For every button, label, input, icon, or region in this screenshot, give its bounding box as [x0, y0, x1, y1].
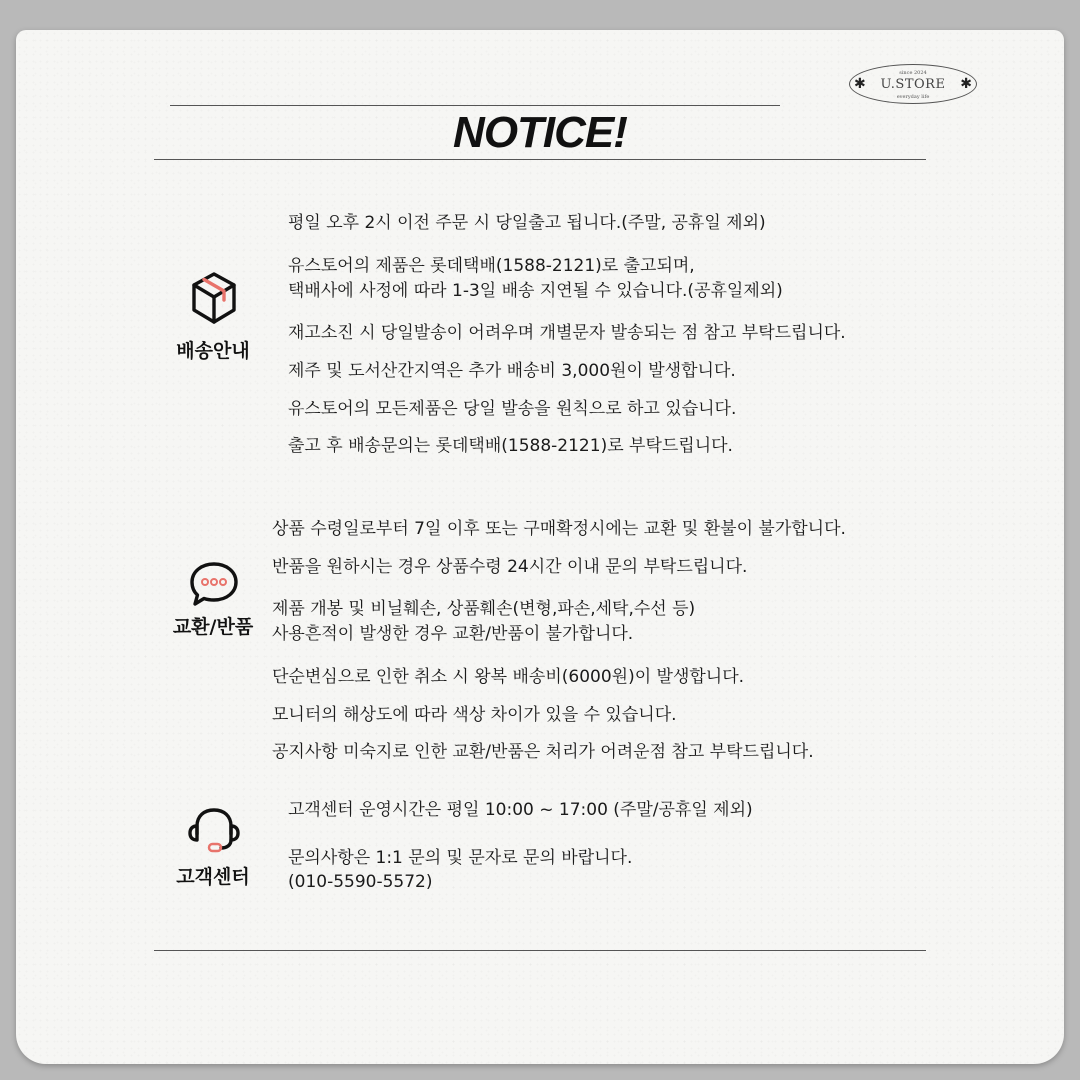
exchange-line-1: 상품 수령일로부터 7일 이후 또는 구매확정시에는 교환 및 환불이 불가합니다. [272, 519, 846, 539]
paper-background [16, 30, 1064, 1064]
shipping-line-3: 택배사에 사정에 따라 1-3일 배송 지연될 수 있습니다.(공휴일제외) [288, 281, 783, 301]
customer-line-2: 문의사항은 1:1 문의 및 문자로 문의 바랍니다. [288, 848, 633, 868]
exchange-line-3: 제품 개봉 및 비닐훼손, 상품훼손(변형,파손,세탁,수선 등) [272, 599, 696, 619]
shipping-line-5: 제주 및 도서산간지역은 추가 배송비 3,000원이 발생합니다. [288, 361, 736, 381]
logo-since: since 2024 [899, 70, 927, 76]
bottom-rule [154, 950, 926, 951]
top-rule [170, 105, 780, 106]
section-label-shipping: 배송안내 [176, 340, 250, 362]
title-underline [154, 159, 926, 160]
shipping-line-7: 출고 후 배송문의는 롯데택배(1588-2121)로 부탁드립니다. [288, 436, 733, 456]
customer-line-1: 고객센터 운영시간은 평일 10:00 ~ 17:00 (주말/공휴일 제외) [288, 800, 753, 820]
shipping-line-4: 재고소진 시 당일발송이 어려우며 개별문자 발송되는 점 참고 부탁드립니다. [288, 323, 846, 343]
exchange-line-4: 사용흔적이 발생한 경우 교환/반품이 불가합니다. [272, 624, 634, 644]
asterisk-icon: ✱ [854, 76, 866, 92]
shipping-line-1: 평일 오후 2시 이전 주문 시 당일출고 됩니다.(주말, 공휴일 제외) [288, 213, 766, 233]
exchange-line-2: 반품을 원하시는 경우 상품수령 24시간 이내 문의 부탁드립니다. [272, 557, 748, 577]
section-label-customer-center: 고객센터 [176, 866, 250, 888]
box-icon [189, 270, 239, 326]
customer-line-3: (010-5590-5572) [288, 872, 433, 892]
exchange-line-7: 공지사항 미숙지로 인한 교환/반품은 처리가 어려운점 참고 부탁드립니다. [272, 742, 814, 762]
headset-icon [186, 806, 242, 856]
chat-bubble-icon [188, 560, 240, 608]
page-title: NOTICE! [453, 108, 627, 157]
logo-brand: U.STORE [880, 77, 946, 92]
store-logo [849, 64, 977, 104]
section-label-exchange: 교환/반품 [172, 616, 254, 638]
shipping-line-6: 유스토어의 모든제품은 당일 발송을 원칙으로 하고 있습니다. [288, 399, 737, 419]
exchange-line-6: 모니터의 해상도에 따라 색상 차이가 있을 수 있습니다. [272, 705, 677, 725]
logo-tagline: everyday life [896, 94, 930, 100]
exchange-line-5: 단순변심으로 인한 취소 시 왕복 배송비(6000원)이 발생합니다. [272, 667, 745, 687]
shipping-line-2: 유스토어의 제품은 롯데택배(1588-2121)로 출고되며, [288, 256, 695, 276]
asterisk-icon: ✱ [960, 76, 972, 92]
